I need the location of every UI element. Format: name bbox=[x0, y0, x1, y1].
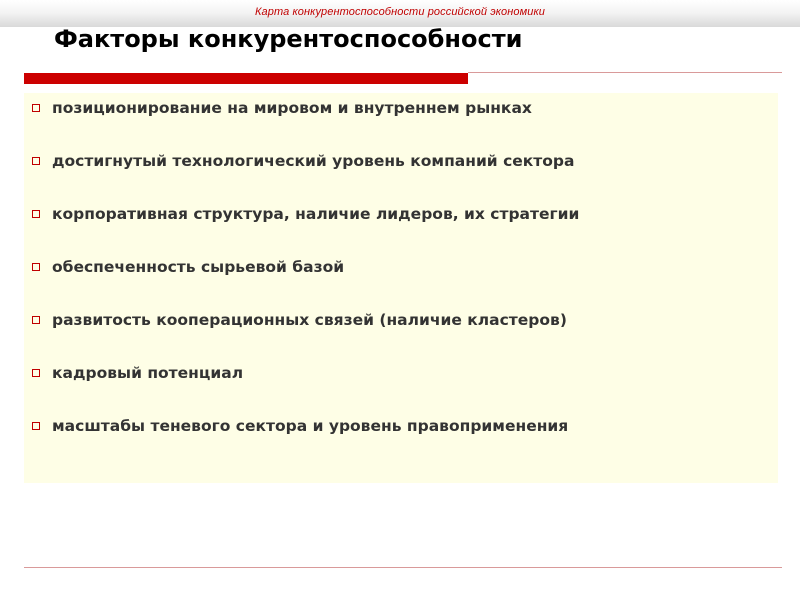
footer-divider bbox=[24, 567, 782, 568]
hollow-square-bullet-icon bbox=[32, 422, 40, 430]
bullet-text: кадровый потенциал bbox=[52, 364, 244, 382]
list-item bbox=[24, 414, 568, 438]
bullet-text: развитость кооперационных связей (наличие кластеров) bbox=[52, 311, 567, 329]
list-item bbox=[24, 361, 243, 385]
hollow-square-bullet-icon bbox=[32, 210, 40, 218]
title-accent-bar bbox=[24, 73, 468, 84]
hollow-square-bullet-icon bbox=[32, 104, 40, 112]
list-item bbox=[24, 202, 579, 226]
hollow-square-bullet-icon bbox=[32, 369, 40, 377]
header-caption: Карта конкурентоспособности российской экономики bbox=[254, 6, 546, 18]
content-panel bbox=[24, 93, 778, 483]
list-item bbox=[24, 255, 344, 279]
list-item bbox=[24, 308, 567, 332]
hollow-square-bullet-icon bbox=[32, 157, 40, 165]
hollow-square-bullet-icon bbox=[32, 316, 40, 324]
list-item bbox=[24, 149, 574, 173]
bullet-text: корпоративная структура, наличие лидеров, их стратегии bbox=[52, 205, 580, 223]
title-accent-line bbox=[468, 72, 782, 73]
bullet-text: масштабы теневого сектора и уровень правоприменения bbox=[52, 417, 569, 435]
slide-title: Факторы конкурентоспособности bbox=[54, 25, 523, 53]
hollow-square-bullet-icon bbox=[32, 263, 40, 271]
bullet-text: достигнутый технологический уровень компаний сектора bbox=[52, 152, 575, 170]
list-item bbox=[24, 96, 532, 120]
bullet-text: позиционирование на мировом и внутреннем рынках bbox=[52, 99, 532, 117]
bullet-text: обеспеченность сырьевой базой bbox=[52, 258, 345, 276]
header-band bbox=[0, 0, 800, 27]
